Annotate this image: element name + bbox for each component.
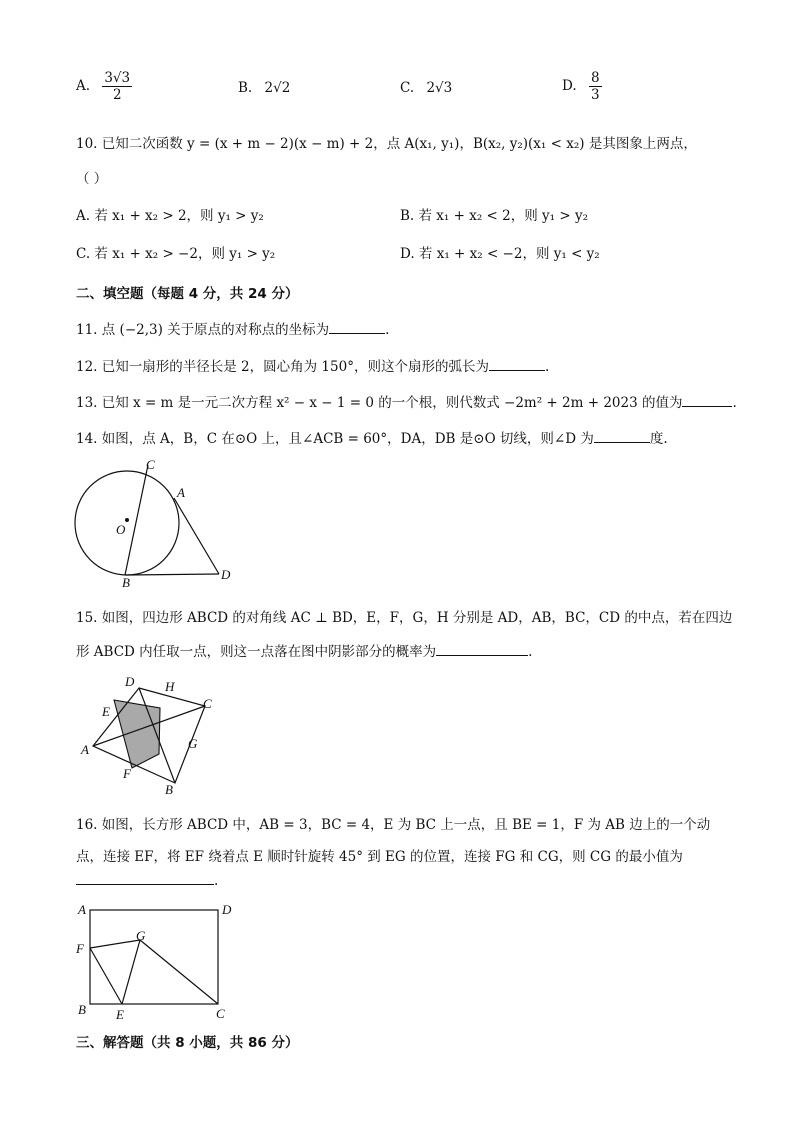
q15-label-d: D bbox=[125, 674, 135, 689]
q16-label-c: C bbox=[216, 1006, 225, 1021]
q9-option-b-letter: B. bbox=[238, 80, 253, 96]
q10-option-a: A. 若 x₁ + x₂ > 2，则 y₁ > y₂ bbox=[76, 208, 264, 224]
q16-rectangle bbox=[90, 910, 218, 1004]
q16-end: . bbox=[214, 873, 219, 889]
q9-option-a-fraction bbox=[102, 70, 132, 103]
q12-end: . bbox=[544, 359, 550, 375]
q15-label-c: C bbox=[203, 696, 212, 711]
q16-segment-fe bbox=[90, 948, 122, 1004]
q16-line1: 16. 如图，长方形 ABCD 中，AB = 3，BC = 4，E 为 BC 上一点，且 BE = 1，F 为 AB 边上的一个动 bbox=[76, 817, 711, 833]
q14-answer-blank[interactable] bbox=[594, 430, 650, 443]
q16-label-e: E bbox=[116, 1007, 124, 1022]
q13-end: . bbox=[732, 395, 737, 411]
q16-segment-eg bbox=[122, 940, 140, 1004]
q16-segment-fg bbox=[90, 940, 140, 948]
q9-option-c-letter: C. bbox=[400, 80, 415, 96]
q16-label-a: A bbox=[78, 902, 86, 917]
q15-label-g: G bbox=[188, 736, 198, 751]
q11-answer-blank[interactable] bbox=[329, 321, 385, 334]
q16-line2: 点，连接 EF，将 EF 绕着点 E 顺时针旋转 45° 到 EG 的位置，连接 FG 和 CG，则 CG 的最小值为 bbox=[76, 849, 683, 865]
q14-circle bbox=[75, 471, 179, 575]
q11-text: 11. 点 (−2,3) 关于原点的对称点的坐标为 bbox=[76, 322, 330, 338]
q15-label-a: A bbox=[81, 742, 89, 757]
q10-paren: （ ） bbox=[76, 171, 108, 187]
q14-label-c: C bbox=[146, 457, 155, 472]
q13 bbox=[76, 391, 737, 411]
q9-option-b bbox=[238, 80, 290, 96]
q16-label-b: B bbox=[78, 1002, 86, 1017]
q9-option-c bbox=[400, 80, 452, 96]
q12 bbox=[76, 355, 549, 375]
q10-option-d: D. 若 x₁ + x₂ < −2，则 y₁ < y₂ bbox=[400, 246, 600, 262]
q9-option-a bbox=[76, 70, 132, 103]
q12-answer-blank[interactable] bbox=[489, 358, 545, 371]
q9-option-d-num: 8 bbox=[590, 70, 600, 86]
q15-line2 bbox=[76, 640, 532, 660]
section-fill-in-heading: 二、填空题（每题 4 分，共 24 分） bbox=[76, 286, 299, 302]
section-solve-heading: 三、解答题（共 8 小题，共 86 分） bbox=[76, 1035, 299, 1051]
q16-label-d: D bbox=[222, 902, 232, 917]
q15-answer-blank[interactable] bbox=[436, 643, 528, 656]
q11 bbox=[76, 318, 389, 338]
q14-label-d: D bbox=[221, 567, 231, 582]
q9-option-c-value: 2√3 bbox=[426, 80, 453, 96]
q13-answer-blank[interactable] bbox=[682, 394, 732, 407]
q14-end: 度. bbox=[649, 431, 668, 447]
q15-label-b: B bbox=[165, 782, 173, 797]
q15-end: . bbox=[528, 644, 533, 660]
q14-label-b: B bbox=[122, 575, 130, 590]
q14-center-dot bbox=[125, 518, 129, 522]
q15-label-f: F bbox=[123, 766, 131, 781]
q10-option-b: B. 若 x₁ + x₂ < 2，则 y₁ > y₂ bbox=[400, 208, 588, 224]
q9-option-d-den: 3 bbox=[590, 87, 600, 103]
q15-figure bbox=[75, 670, 225, 800]
q9-option-d bbox=[562, 70, 602, 103]
q9-option-a-letter: A. bbox=[76, 78, 91, 94]
q11-end: . bbox=[385, 322, 390, 338]
q15-label-e: E bbox=[102, 704, 110, 719]
q16-label-g: G bbox=[136, 928, 146, 943]
q14-label-a: A bbox=[177, 485, 185, 500]
q10-stem: 10. 已知二次函数 y = (x + m − 2)(x − m) + 2，点 A(x₁, y₁)，B(x₂, y₂)(x₁ < x₂) 是其图象上两点， bbox=[76, 136, 697, 152]
q15-line2-text: 形 ABCD 内任取一点，则这一点落在图中阴影部分的概率为 bbox=[76, 644, 437, 660]
q9-option-d-fraction bbox=[589, 70, 602, 103]
q16-segment-gc bbox=[140, 940, 218, 1004]
q16-label-f: F bbox=[76, 941, 84, 956]
q14 bbox=[76, 427, 668, 447]
q16-figure bbox=[72, 898, 242, 1023]
q12-text: 12. 已知一扇形的半径长是 2，圆心角为 150°，则这个扇形的弧长为 bbox=[76, 359, 489, 375]
q13-text: 13. 已知 x = m 是一元二次方程 x² − x − 1 = 0 的一个根，则代数式 −2m² + 2m + 2023 的值为 bbox=[76, 395, 683, 411]
q15-line1: 15. 如图，四边形 ABCD 的对角线 AC ⊥ BD，E，F，G，H 分别是 AD，AB，BC，CD 的中点，若在四边 bbox=[76, 610, 733, 626]
q14-label-o: O bbox=[116, 522, 126, 537]
q15-label-h: H bbox=[165, 679, 175, 694]
q9-option-b-value: 2√2 bbox=[264, 80, 291, 96]
q14-figure bbox=[70, 455, 250, 590]
q9-option-a-den: 2 bbox=[112, 87, 122, 103]
q14-text: 14. 如图，点 A，B，C 在⊙O 上，且∠ACB = 60°，DA，DB 是⊙O 切线，则∠D 为 bbox=[76, 431, 594, 447]
q16-answer-blank[interactable] bbox=[76, 872, 214, 885]
q10-option-c: C. 若 x₁ + x₂ > −2，则 y₁ > y₂ bbox=[76, 246, 276, 262]
q16-answer-row bbox=[76, 872, 218, 889]
q9-option-d-letter: D. bbox=[562, 78, 577, 94]
q14-tangent-ad bbox=[174, 498, 219, 574]
q9-option-a-num: 3√3 bbox=[104, 70, 131, 86]
